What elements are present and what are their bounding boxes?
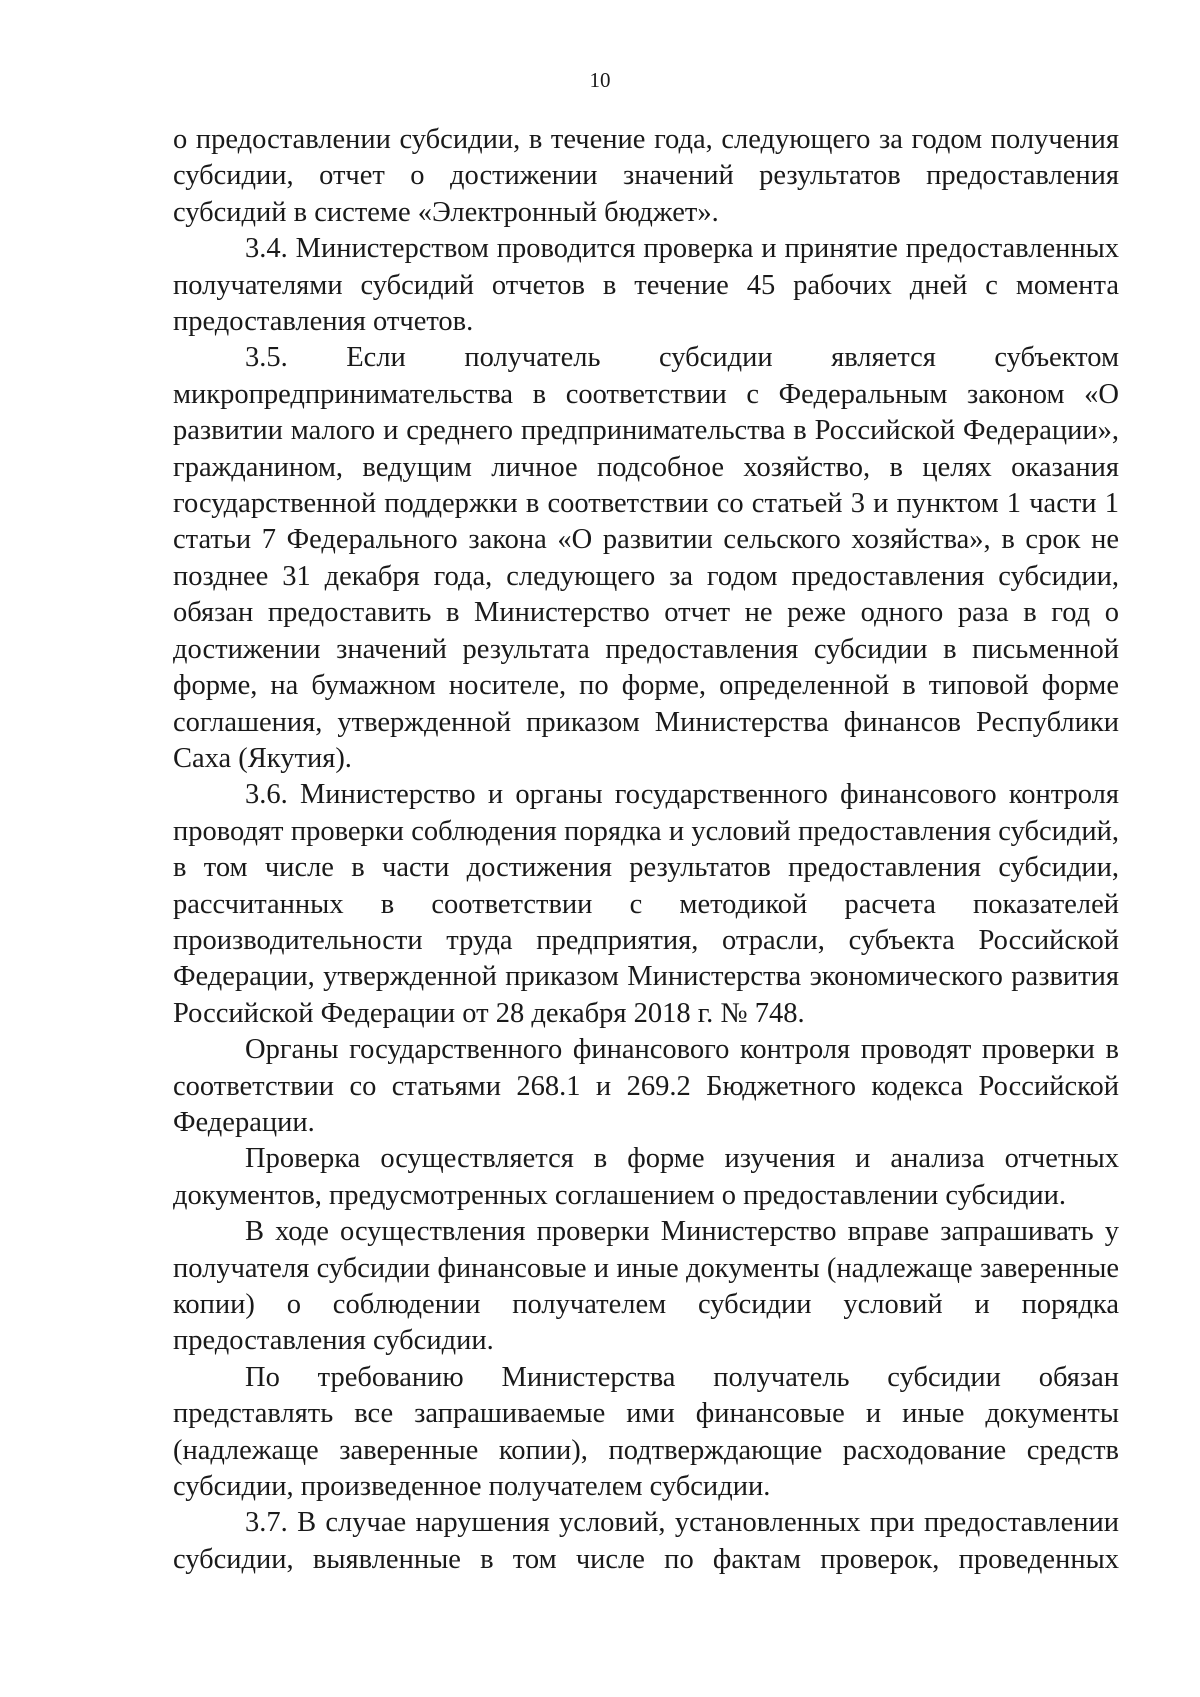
paragraph-3-4: 3.4. Министерством проводится проверка и принятие предоставленных получателями субсидий отчетов в течение 45 рабочих дней с момента предоставления отчетов. [173,233,1119,338]
paragraph-control-bodies: Органы государственного финансового контроля проводят проверки в соответствии со статьями 268.1 и 269.2 Бюджетного кодекса Российской Федерации. [173,1034,1119,1138]
paragraph-document-request: В ходе осуществления проверки Министерство вправе запрашивать у получателя субсидии финансовые и иные документы (надлежаще заверенные копии) о соблюдении получателем субсидии условий и порядка предоставления субсидии. [173,1216,1119,1357]
paragraph-3-6: 3.6. Министерство и органы государственного финансового контроля проводят проверки соблюдения порядка и условий предоставления субсидий, в том числе в части достижения результатов предоставления субсидии, рассчитанных в соответствии с методикой расчета показателей производительности труда предприятия, отрасли, субъекта Российской Федерации, утвержденной приказом Министерства экономического развития Российской Федерации от 28 декабря 2018 г. № 748. [173,779,1119,1029]
page-number: 10 [589,68,611,92]
paragraph-recipient-obligation: По требованию Министерства получатель субсидии обязан представлять все запрашиваемые ими финансовые и иные документы (надлежаще заверенные копии), подтверждающие расходование средств субсидии, произведенное получателем субсидии. [173,1361,1119,1503]
paragraph-continuation: о предоставлении субсидии, в течение года, следующего за годом получения субсидии, отчет о достижении значений результатов предоставления субсидий в системе «Электронный бюджет». [173,124,1119,228]
paragraph-3-5: 3.5. Если получатель субсидии является субъектом микропредпринимательства в соответствии с Федеральным законом «О развитии малого и среднего предпринимательства в Российской Федерации», гражданином, ведущим личное подсобное хозяйство, в целях оказания государственной поддержки в соответствии со статьей 3 и пунктом 1 части 1 статьи 7 Федерального закона «О развитии сельского хозяйства», в срок не позднее 31 декабря года, следующего за годом предоставления субсидии, обязан предоставить в Министерство отчет не реже одного раза в год о достижении значений результата предоставления субсидии в письменной форме, на бумажном носителе, по форме, определенной в типовой форме соглашения, утвержденной приказом Министерства финансов Республики Саха (Якутия). [173,342,1119,774]
paragraph-3-7: 3.7. В случае нарушения условий, установленных при предоставлении субсидии, выявленные в том числе по фактам проверок, проведенных [173,1507,1119,1575]
document-body [173,122,1119,1578]
paragraph-inspection-form: Проверка осуществляется в форме изучения и анализа отчетных документов, предусмотренных соглашением о предоставлении субсидии. [173,1143,1119,1211]
